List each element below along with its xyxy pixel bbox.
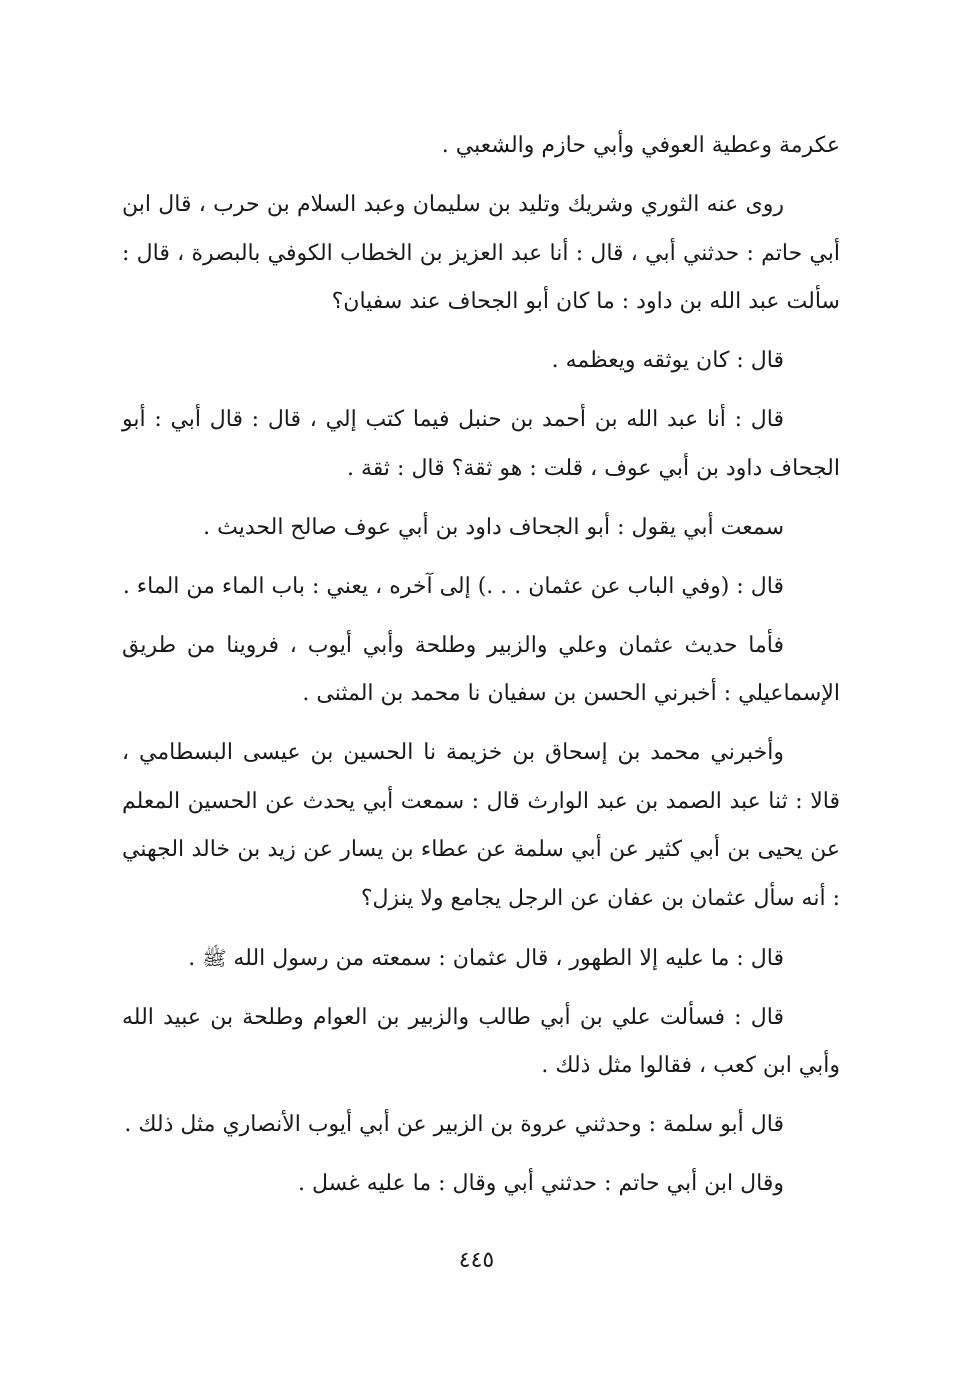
paragraph-5: سمعت أبي يقول : أبو الجحاف داود بن أبي عوف صالح الحديث . [203, 514, 784, 540]
body-text [122, 122, 840, 1219]
honorific-glyph: ﷺ [202, 945, 227, 970]
paragraph-6: قال : (وفي الباب عن عثمان . . .) إلى آخره ، يعني : باب الماء من الماء . [122, 573, 784, 599]
paragraph-9 [122, 934, 840, 984]
paragraph-2: روى عنه الثوري وشريك وتليد بن سليمان وعبد السلام بن حرب ، قال ابن أبي حاتم : حدثني أبي ، قال : أنا عبد العزيز بن الخطاب الكوفي بالبصرة ، قال : سألت عبد الله بن داود : ما كان أبو الجحاف عند سفيان؟ [122, 192, 840, 314]
paragraph-9-period: . [188, 945, 196, 971]
paragraph-9-text: قال : ما عليه إلا الطهور ، قال عثمان : سمعته من رسول الله [233, 945, 784, 971]
paragraph-7: فأما حديث عثمان وعلي والزبير وطلحة وأبي أيوب ، فروينا من طريق الإسماعيلي : أخبرني الحسن بن سفيان نا محمد بن المثنى . [122, 632, 840, 706]
paragraph-11: قال أبو سلمة : وحدثني عروة بن الزبير عن أبي أيوب الأنصاري مثل ذلك . [124, 1112, 784, 1137]
paragraph-10: قال : فسألت علي بن أبي طالب والزبير بن العوام وطلحة بن عبيد الله وأبي ابن كعب ، فقالوا مثل ذلك . [122, 1004, 840, 1078]
paragraph-12: وقال ابن أبي حاتم : حدثني أبي وقال : ما عليه غسل . [298, 1171, 784, 1196]
page-number: ٤٤٥ [458, 1248, 495, 1273]
paragraph-3: قال : كان يوثقه ويعظمه . [551, 348, 784, 373]
paragraph-1: عكرمة وعطية العوفي وأبي حازم والشعبي . [441, 133, 840, 158]
paragraph-4: قال : أنا عبد الله بن أحمد بن حنبل فيما كتب إلي ، قال : قال أبي : أبو الجحاف داود بن أبي عوف ، قلت : هو ثقة؟ قال : ثقة . [122, 407, 840, 481]
paragraph-8: وأخبرني محمد بن إسحاق بن خزيمة نا الحسين بن عيسى البسطامي ، قالا : ثنا عبد الصمد بن عبد الوارث قال : سمعت أبي يحدث عن الحسين المعلم عن يحيى بن أبي كثير عن أبي سلمة عن عطاء بن يسار عن زيد بن خالد الجهني : أنه سأل عثمان بن عفان عن الرجل يجامع ولا ينزل؟ [122, 740, 840, 911]
